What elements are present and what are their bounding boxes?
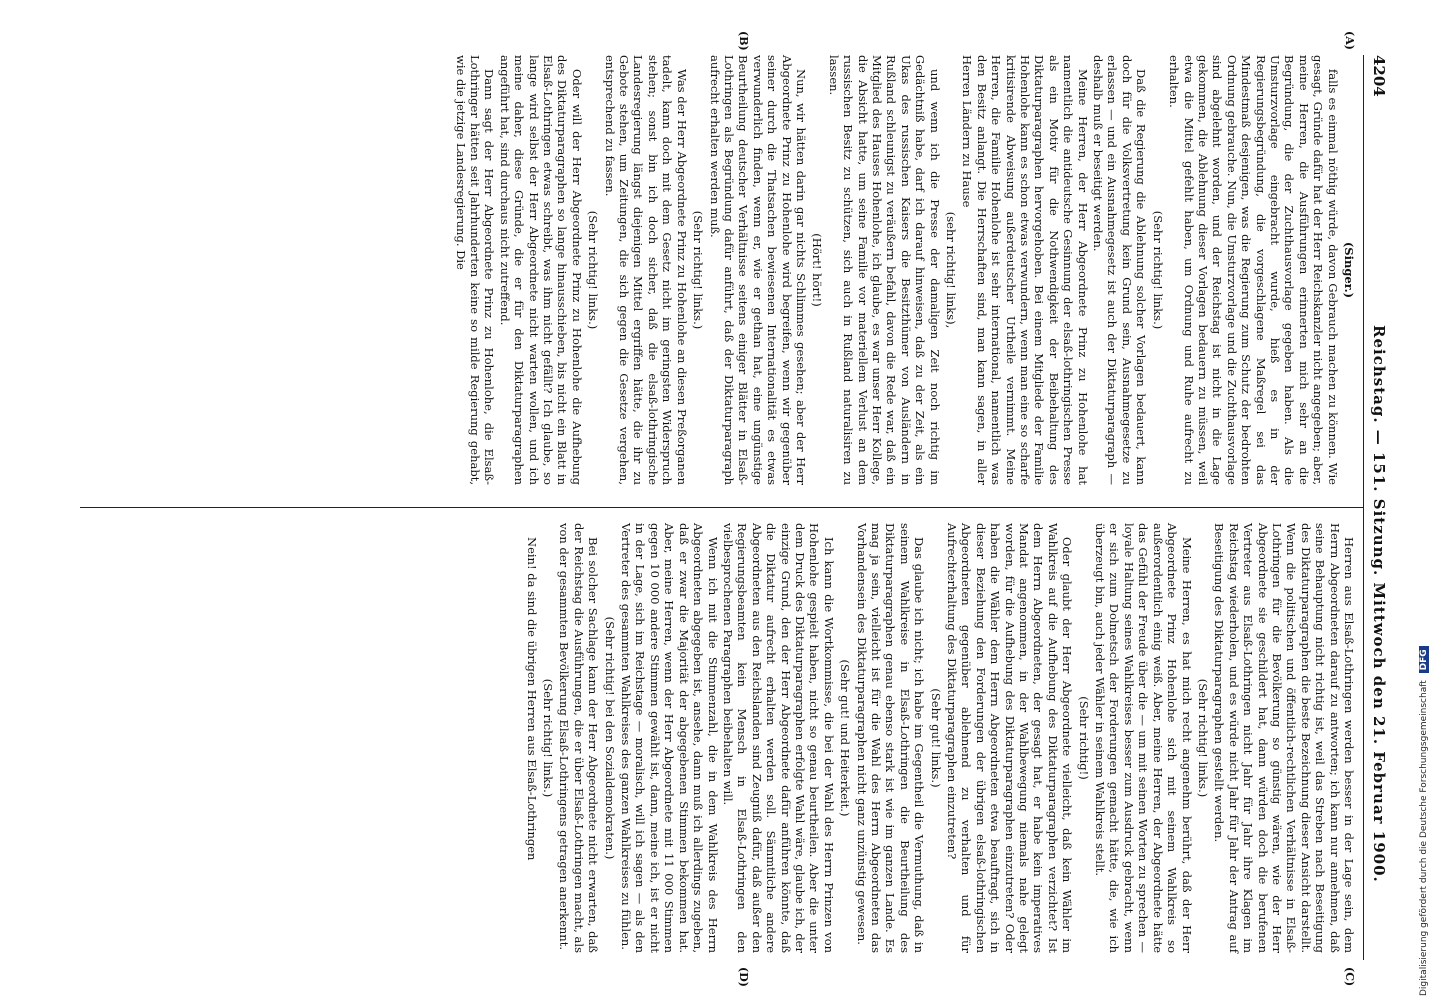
paragraph: Dann sagt der Herr Abgeordnete Prinz zu Hohenlohe, die Elsaß-Lothringer hätten seit Jahrhunderten keine so milde Regierung gehabt, wie die jetzige Landesregierung. Die [453, 55, 497, 485]
paragraph: und wenn ich die Presse der damaligen Zeit noch richtig im Gedächtniß habe, darf ich darauf hinweisen, daß zu der Zeit, als ein Ukas des russischen Kaisers die Besitzthümer von Ausländern in Rußland schleunigst zu veräußern befahl, davon die Rede war, daß ein Mitglied des Hauses Hohenlohe, ich glaube, es war unser Herr Kollege, die Absicht hatte, um seine Familie vor materiellem Verlust an dem russischen Besitz zu schützen, sich auch in Rußland naturalisiren zu lassen. [826, 55, 942, 485]
interjection: (Sehr gut! und Heiterkeit.) [838, 659, 853, 817]
interjection: (Sehr gut! links.) [928, 688, 943, 788]
paragraph: Wenn ich mit die Stimmenzahl, die in dem Wahlkreis des Herrn Abgeordneten abgegeben ist, ansehe, dann muß ich allerdings zugeben, daß er zwar die Majorität der abgegebenen Stimmen bekommen hat. Aber, meine Herren, wenn der Herr Abgeordnete mit 11 000 Stimmen gegen 10 000 andere Stimmen gewählt ist, dann, meine ich, ist er nicht in der Lage, sich im Reichstage — moralisch, will ich sagen — als den Vertreter des gesammten Wahlkreises des ganzen Wahlkreises zu fühlen. [619, 523, 720, 953]
interjection: (Sehr richtig! bei den Sozialdemokraten.) [602, 616, 617, 860]
speaker-name: (Singer.) [1342, 241, 1356, 299]
margin-marker-b: (B) [737, 31, 750, 51]
interjection: (sehr richtig! links), [944, 211, 959, 329]
paragraph: Das glaube ich nicht; ich habe im Gegentheil die Vermuthung, daß in seinem Wahlkreise in Elsaß-Lothringen die Beurtheilung des Diktaturparagraphen genau ebenso stark ist wie im ganzen Lande. Es mag ja sein, vielleicht ist für die Wahl des Herrn Abgeordneten das Vorhandensein des Diktaturparagraphen nicht ganz unzünstig gewesen. [854, 523, 927, 953]
paragraph: Oder will der Herr Abgeordnete Prinz zu Hohenlohe die Aufhebung des Diktaturparagraphen so lange hinausschieben, bis nicht ein Blatt in Elsaß-Lothringen etwas schreibt, was ihm nicht gefällt? Ich glaube, so lange wird selbst der Herr Abgeordnete nicht warten wollen, und ich meine daher, diese Gründe, die er für den Diktaturparagraphen angeführt hat, sind durchaus nicht zutreffend. [497, 55, 584, 485]
interjection: (Sehr richtig!) [1076, 696, 1091, 780]
rotated-document-page [80, 31, 1390, 987]
paragraph: Oder glaubt der Herr Abgeordnete vielleicht, daß kein Wähler im Wahlkreis auf die Aufhebung des Diktaturparagraphen verzichtet? Ist dem Herrn Abgeordneten, der gesagt hat, er habe kein imperatives Mandat angenommen, in der Wahlbewegung niemals nahe gelegt worden, für die Aufhebung des Diktaturparagraphen einzutreten? Oder haben die Wähler dem Herrn Abgeordneten etwa beauftragt, sich in dieser Beziehung den Forderungen der übrigen elsaß-lothringischen Abgeordneten gegenüber ablehnend zu verhalten und für Aufrechterhaltung des Diktaturparagraphen einzutreten? [945, 523, 1075, 953]
paragraph: Ich kann die Wortkommisse, die bei der Wahl des Herrn Prinzen von Hohenlohe gespielt haben, nicht so genau beurtheilen. Aber die unter dem Druck des Diktaturparagraphen erfolgte Wahl wäre, glaube ich, der einzige Grund, den der Herr Abgeordnete dafür anführen könnte, daß die Diktatur aufrecht erhalten werden soll. Sämmtliche andere Abgeordneten aus den Reichslanden sind Zeugniß dafür, daß außer den Regierungsbeamten kein Mensch in Elsaß-Lothringen den vielbesprochenen Paragraphen beibehalten will. [720, 523, 836, 953]
left-column-text [453, 55, 1339, 485]
margin-marker-a: (A) [1343, 31, 1356, 50]
left-column [452, 55, 1356, 485]
paragraph: falls es einmal nöthig würde, davon Gebrauch machen zu können. Wie gesagt, Gründe dafür hat der Herr Reichskanzler nicht angegeben; aber, meine Herren, die Ausführungen erinnerten mich sehr an die Begründung, die der Zuchthausvorlage gegeben haben. Als die Umsturzvorlage eingebracht wurde, hieß es in der Regierungsbegründung, die vorgeschlagene Maßregel sei das Mindestmaß desjenigen, was die Regierung zum Schutz der bedrohten Ordnung gebrauche. Nun, die Umsturzvorlage und die Zuchthausvorlage sind abgelehnt worden, und der Reichstag ist nicht in die Lage gekommen, die Ablehnung dieser Vorlagen bedauern zu müssen, weil etwa die Mittel gefehlt haben, um Ordnung und Ruhe aufrecht zu erhalten. [1167, 55, 1340, 485]
digitization-credit [1419, 6, 1429, 996]
right-column [523, 523, 1356, 953]
paragraph: Nein! da sind die übrigen Herren aus Elsaß-Lothringen [524, 537, 539, 861]
paragraph: Daß die Regierung die Ablehnung solcher Vorlagen bedauert, kann doch für die Volksvertretung kein Grund sein, Ausnahmegesetze zu erlassen — und ein Ausnahmegesetz ist auch der Diktaturparagraph — deshalb muß er beseitigt werden. [1091, 55, 1149, 485]
interjection: (Sehr richtig! links.) [541, 678, 556, 798]
dfg-logo: DFG [1419, 646, 1429, 673]
paragraph: Herren aus Elsaß-Lothringen werden besser in der Lage sein, dem Herrn Abgeordneten darauf zu antworten; ich kann nur annehmen, daß seine Behauptung nicht richtig ist, weil das Streben nach Beseitigung des Diktaturparagraphen die beste Bezeichnung dieser Ansicht darstellt. Wenn die politischen und öffentlich-rechtlichen Verhältnisse in Elsaß-Lothringen für die Bevölkerung so günstig wären, wie der Herr Abgeordnete sie geschildert hat, dann würden doch die berufenen Vertreter aus Elsaß-Lothringen nicht Jahr für Jahr ihre Klagen im Reichstag wiederholen, und es würde nicht Jahr für Jahr der Antrag auf Beseitigung des Diktaturparagraphen gestellt werden. [1212, 523, 1356, 953]
paragraph: Nun, wir hätten darin gar nichts Schlimmes gesehen; aber der Herr Abgeordnete Prinz zu Hohenlohe wird begreifen, wenn wir gegenüber seiner durch die Thatsachen bewiesenen Internationalität es etwas verwunderlich finden, wenn er, wie er gethan hat, eine ungünstige Beurtheilung deutscher Verhältnisse seitens einiger Blätter in Elsaß-Lothringen als Begründung dafür anführt, daß der Diktaturparagraph aufrecht erhalten werden muß. [707, 55, 808, 485]
interjection: (Sehr richtig! links.) [1150, 210, 1165, 330]
interjection: (Sehr richtig! links.) [691, 210, 706, 330]
page-title: Reichstag. — 151. Sitzung. Mittwoch den 21. Februar 1900. [1370, 325, 1388, 883]
page-header [1364, 55, 1390, 960]
margin-marker-d: (D) [737, 967, 750, 987]
paragraph: Meine Herren, der Herr Abgeordnete Prinz zu Hohenlohe hat namentlich die antideutsche Gesinnung der elsaß-lothringischen Presse als ein Motiv für die Nothwendigkeit der Beibehaltung des Diktaturparagraphen hervorgehoben. Bei einem Mitgliede der Familie Hohenlohe kann es schon etwas verwundern, wenn man eine so scharfe kritisirende Abweisung außerdeutscher Urtheile vernimmt. Meine Herren, die Familie Hohenlohe ist sehr international, namentlich was den Besitz anlangt. Die Herrschaften sind, man kann sagen, in aller Herren Ländern zu Hause [960, 55, 1090, 485]
credit-text: Digitalisierung gefördert durch die Deutsche Forschungsgemeinschaft [1419, 680, 1429, 996]
interjection: (Hört! hört!) [810, 233, 825, 307]
interjection: (Sehr richtig! links.) [586, 210, 601, 330]
right-column-text [524, 523, 1356, 953]
interjection: (Sehr richtig! links.) [1195, 678, 1210, 798]
margin-marker-c: (C) [1343, 967, 1356, 987]
paragraph: Meine Herren, es hat mich recht angenehm berührt, daß der Herr Abgeordnete Prinz Hohenlohe sich mit seinem Wahlkreis so außerordentlich einig weiß. Aber, meine Herren, der Abgeordnete hätte das Gefühl der Freude über die — um mit seinen Worten zu sprechen — loyale Haltung seines Wahlkreises besser zum Ausdruck gebracht, wenn er sich zum Dolmetsch der Forderungen gemacht hätte, die, wie ich überzeugt bin, auch jeder Wähler in seinem Wahlkreis stellt. [1093, 523, 1194, 953]
paragraph: Bei solcher Sachlage kann der Herr Abgeordnete nicht erwarten, daß der Reichstag die Ausführungen, die er über Elsaß-Lothringen macht, als von der gesammten Bevölkerung Elsaß-Lothringens getragen anerkennt. [557, 523, 601, 953]
page-number: 4204 [1370, 55, 1388, 97]
paragraph: Was der Herr Abgeordnete Prinz zu Hohenlohe an diesen Preßorganen tadelt, kann doch mit dem Gesetz nicht im geringsten Widerspruch stehen; sonst bin ich doch sicher, daß die elsaß-lothringische Landesregierung längst diejenigen Mittel ergriffen hätte, die ihr zu Gebote stehen, um Zeitungen, die sich gegen die Gesetze vergehen, entsprechend zu fassen. [602, 55, 689, 485]
column-divider [80, 507, 1364, 508]
